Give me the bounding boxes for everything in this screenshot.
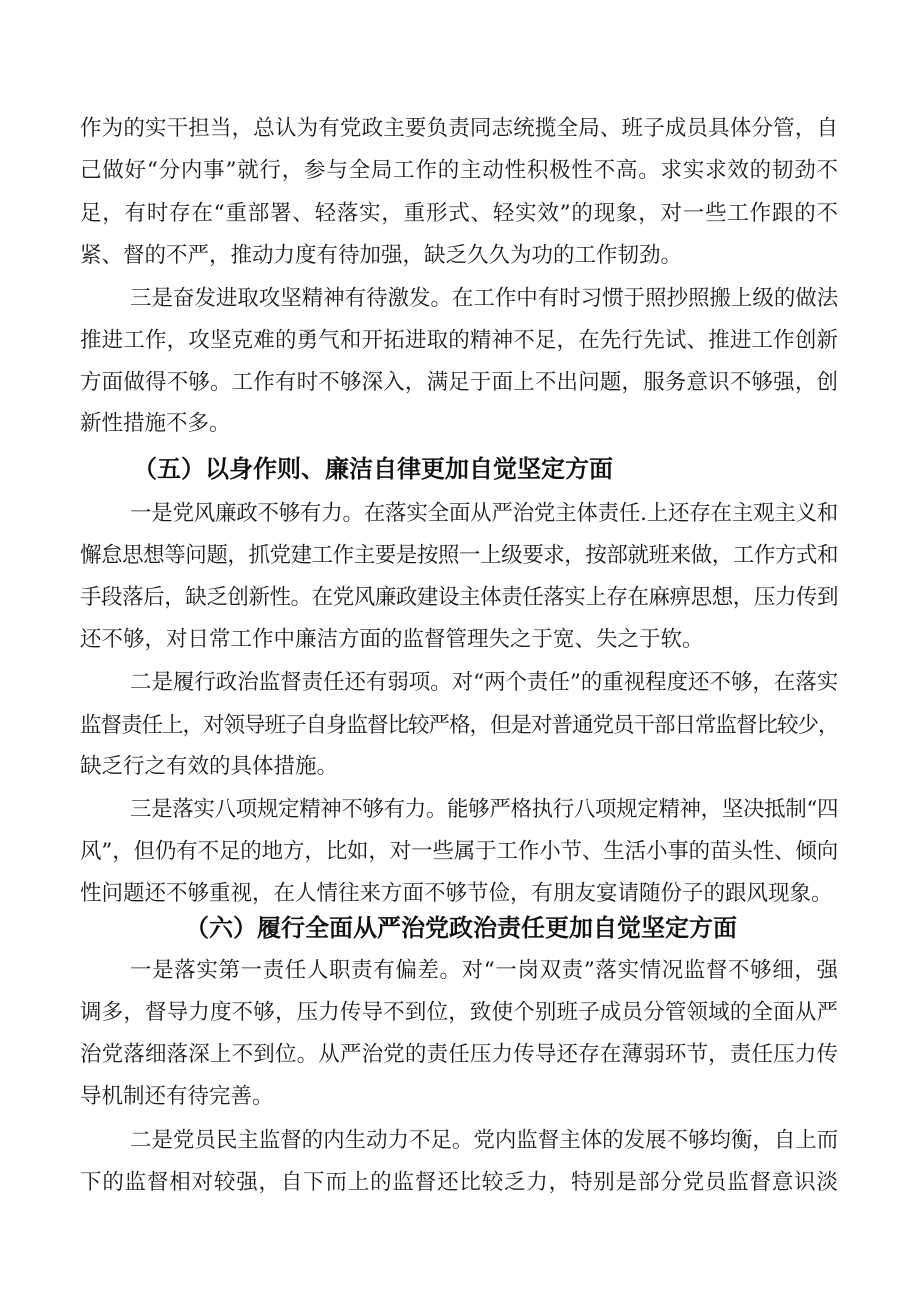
text-line: 新性措施不多。 bbox=[80, 411, 231, 436]
text-line: 推进工作，攻坚克难的勇气和开拓进取的精神不足，在先行先试、推进工作创新 bbox=[80, 328, 838, 353]
text-line: 调多，督导力度不够，压力传导不到位，致使个别班子成员分管领域的全面从严 bbox=[80, 1000, 838, 1025]
text-line: 性问题还不够重视，在人情往来方面不够节俭，有朋友宴请随份子的跟风现象。 bbox=[80, 881, 833, 906]
text-line: 风”，但仍有不足的地方，比如，对一些属于工作小节、生活小事的苗头性、倾向 bbox=[80, 839, 838, 864]
text-line: 作为的实干担当，总认为有党政主要负责同志统揽全局、班子成员具体分管，自 bbox=[80, 116, 838, 141]
paragraph-first-line: 三是奋发进取攻坚精神有待激发。在工作中有时习惯于照抄照搬上级的做法 bbox=[130, 286, 838, 311]
text-line: 懈怠思想等问题，抓党建工作主要是按照一上级要求，按部就班来做，工作方式和 bbox=[80, 543, 838, 568]
text-line: 缺乏行之有效的具体措施。 bbox=[80, 754, 339, 779]
text-line: 方面做得不够。工作有时不够深入，满足于面上不出问题，服务意识不够强，创 bbox=[80, 370, 838, 395]
text-line: 治党落细落深上不到位。从严治党的责任压力传导还存在薄弱环节，责任压力传 bbox=[80, 1042, 838, 1067]
text-line: 紧、督的不严，推动力度有待加强，缺乏久久为功的工作韧劲。 bbox=[80, 243, 683, 268]
paragraph-first-line: 二是履行政治监督责任还有弱项。对“两个责任”的重视程度还不够，在落实 bbox=[130, 670, 838, 695]
section-heading-6: （六）履行全面从严治党政治责任更加自觉坚定方面 bbox=[185, 914, 737, 942]
text-line: 己做好“分内事”就行，参与全局工作的主动性积极性不高。求实求效的韧劲不 bbox=[80, 158, 838, 183]
text-line: 手段落后，缺乏创新性。在党风廉政建设主体责任落实上存在麻痹思想，压力传到 bbox=[80, 585, 838, 610]
text-line: 下的监督相对较强，自下而上的监督还比较乏力，特别是部分党员监督意识淡 bbox=[80, 1170, 838, 1195]
text-line: 导机制还有待完善。 bbox=[80, 1084, 274, 1109]
text-line: 足，有时存在“重部署、轻落实，重形式、轻实效”的现象，对一些工作跟的不 bbox=[80, 201, 838, 226]
paragraph-first-line: 三是落实八项规定精神不够有力。能够严格执行八项规定精神，坚决抵制“四 bbox=[130, 797, 838, 822]
paragraph-first-line: 一是落实第一责任人职责有偏差。对“一岗双责”落实情况监督不够细，强 bbox=[130, 958, 838, 983]
section-heading-5: （五）以身作则、廉洁自律更加自觉坚定方面 bbox=[133, 455, 613, 483]
text-line: 监督责任上，对领导班子自身监督比较严格，但是对普通党员干部日常监督比较少， bbox=[80, 713, 839, 738]
paragraph-first-line: 二是党员民主监督的内生动力不足。党内监督主体的发展不够均衡，自上而 bbox=[130, 1128, 838, 1153]
paragraph-first-line: 一是党风廉政不够有力。在落实全面从严治党主体责任.上还存在主观主义和 bbox=[130, 501, 838, 526]
text-line: 还不够，对日常工作中廉洁方面的监督管理失之于宽、失之于软。 bbox=[80, 627, 704, 652]
